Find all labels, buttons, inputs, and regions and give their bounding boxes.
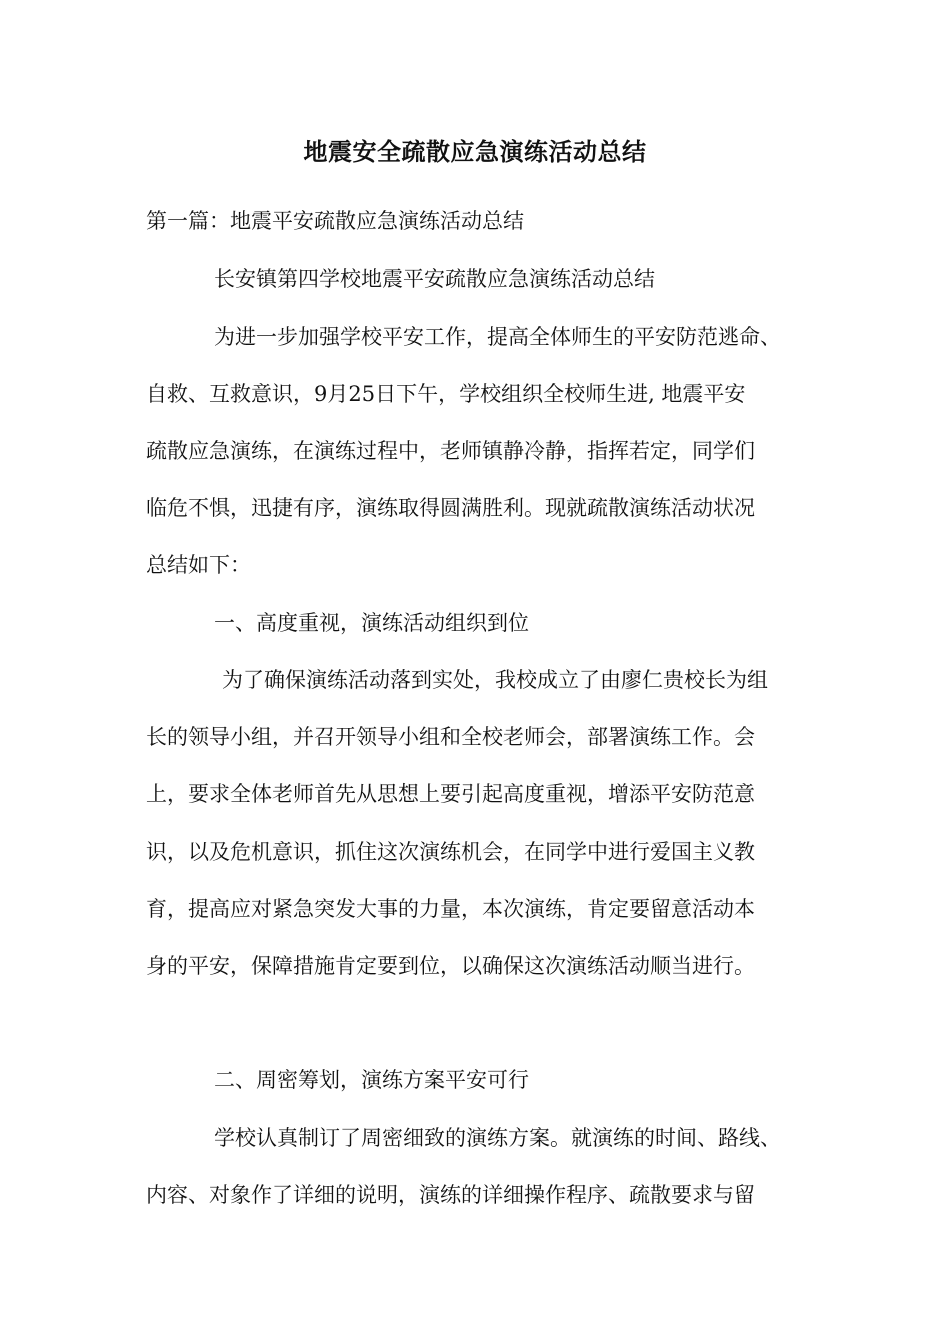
paragraph-line: 为了确保演练活动落到实处，我校成立了由廖仁贵校长为组: [222, 668, 768, 692]
paragraph-line: 为进一步加强学校平安工作，提高全体师生的平安防范逃命、: [214, 325, 781, 349]
chapter-heading: 第一篇：地震平安疏散应急演练活动总结: [146, 209, 524, 233]
paragraph-line: 育，提高应对紧急突发大事的力量，本次演练，肯定要留意活动本: [146, 897, 755, 921]
paragraph-line: 总结如下：: [146, 553, 251, 577]
paragraph-line: 学校认真制订了周密细致的演练方案。就演练的时间、路线、: [214, 1126, 781, 1150]
section-heading-1: 一、高度重视，演练活动组织到位: [214, 611, 529, 635]
document-title: 地震安全疏散应急演练活动总结: [303, 137, 647, 166]
section-heading-2: 二、周密筹划，演练方案平安可行: [214, 1068, 529, 1092]
paragraph-line: 疏散应急演练，在演练过程中，老师镇静冷静，指挥若定，同学们: [146, 439, 755, 463]
paragraph-line: 身的平安，保障措施肯定要到位，以确保这次演练活动顺当进行。: [146, 954, 755, 978]
paragraph-line: 上，要求全体老师首先从思想上要引起高度重视，增添平安防范意: [146, 782, 755, 806]
school-summary-heading: 长安镇第四学校地震平安疏散应急演练活动总结: [214, 267, 655, 291]
paragraph-line: 临危不惧，迅捷有序，演练取得圆满胜利。现就疏散演练活动状况: [146, 496, 755, 520]
paragraph-line: 长的领导小组，并召开领导小组和全校老师会，部署演练工作。会: [146, 725, 755, 749]
paragraph-line: 自救、互救意识，9月25日下午，学校组织全校师生进, 地震平安: [146, 382, 746, 406]
paragraph-line: 识，以及危机意识，抓住这次演练机会，在同学中进行爱国主义教: [146, 840, 755, 864]
paragraph-line: 内容、对象作了详细的说明，演练的详细操作程序、疏散要求与留: [146, 1183, 755, 1207]
